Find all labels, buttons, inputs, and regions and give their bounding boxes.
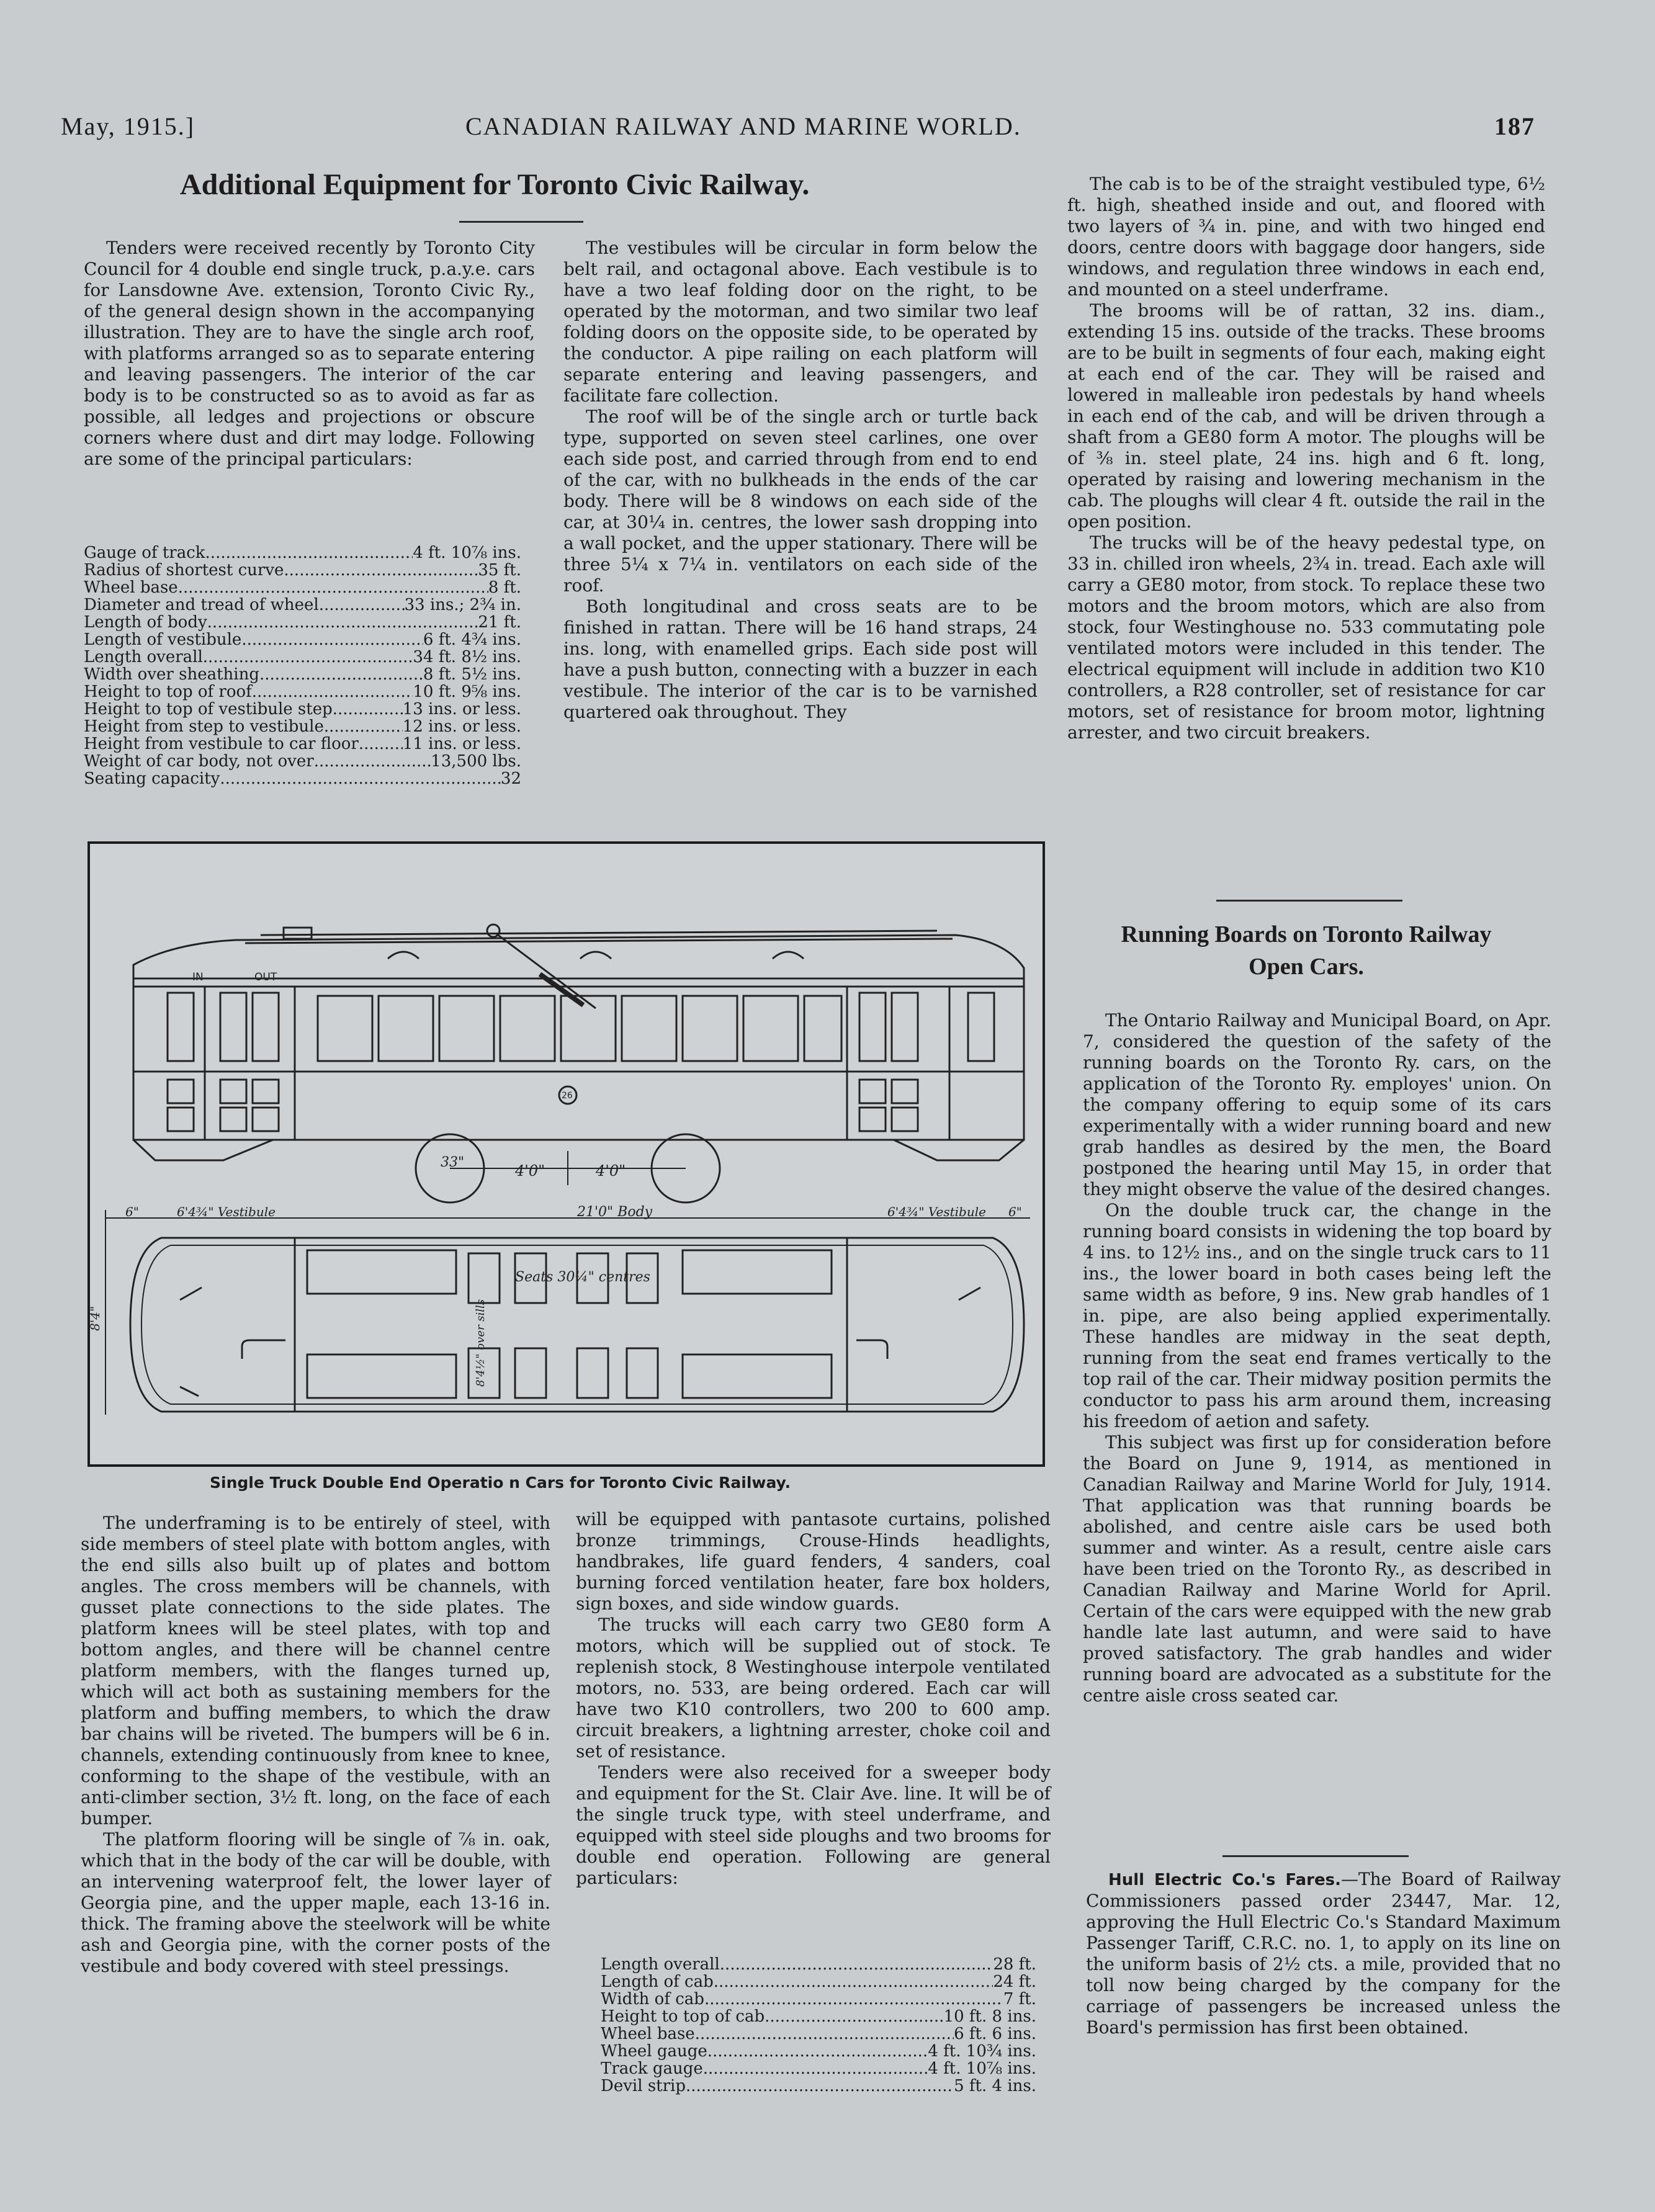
car-spec-row <box>84 683 521 701</box>
article2-paragraph3: This subject was first up for consideration before the Board on June 9, 1914, as mentioned in Canadian Railway and Marine World for July, 1914. That application was that running boards be abolished, and centre aisle cars be used both summer and winter. As a result, centre aisle cars have been tried on the Toronto Ry., as described in Canadian Railway and Marine World for April. Certain of the cars were equipped with the new grab handle late last autumn, and were said to have proved satisfactory. The grab handles and wider running board are advocated as a substitute for the centre aisle cross seated car. <box>1083 1432 1551 1706</box>
article3-body <box>1086 1869 1561 2038</box>
car-spec-row <box>84 718 521 735</box>
sweeper-spec-label: Height to top of cab <box>601 2007 765 2026</box>
car-spec-leader-dots <box>284 562 478 579</box>
car-spec-label: Length overall <box>84 648 203 666</box>
sweeper-spec-value: 7 ft. <box>1003 1990 1036 2008</box>
sweeper-spec-row <box>601 1973 1036 1990</box>
article2-title-line1: Running Boards on Toronto Railway <box>1121 921 1492 947</box>
dim-vestibule-left: 6'4¾" Vestibule <box>177 1204 276 1219</box>
sweeper-spec-value: 5 ft. 4 ins. <box>954 2077 1036 2095</box>
label-out: OUT <box>254 971 277 983</box>
trucks-paragraph: The trucks will be of the heavy pedestal type, on 33 in. chilled iron wheels, 2¾ in. tread. Each axle will carry a GE80 motor, from stock. To replace these two motors and the broom motors, which are also from stock, four Westinghouse no. 533 commutating pole ventilated motors were included in this tender. The electrical equipment will include in addition two K10 controllers, a R28 controller, set of resistance for car motors, set of resistance for broom motor, lightning arrester, and two circuit breakers. <box>1067 532 1545 743</box>
article1-bottom-column1 <box>81 1513 550 1977</box>
sweeper-spec-value: 4 ft. 10⅞ ins. <box>928 2059 1036 2078</box>
car-spec-row <box>84 701 521 718</box>
sweeper-spec-leader-dots <box>707 2043 928 2060</box>
car-spec-leader-dots <box>259 666 423 683</box>
car-spec-label: Width over sheathing <box>84 665 259 684</box>
dim-body: 21'0" Body <box>577 1204 653 1220</box>
sweeper-spec-row <box>601 2043 1036 2060</box>
cab-paragraph: The cab is to be of the straight vestibuled type, 6½ ft. high, sheathed inside and out, and floored with two layers of ¾ in. pine, and with two hinged end doors, centre doors with baggage door hangers, side windows, and regulation three windows in each end, and mounted on a steel underframe. <box>1067 174 1545 300</box>
page-number: 187 <box>1494 112 1535 140</box>
motors-paragraph: The trucks will each carry two GE80 form A motors, which will be supplied out of stock. Te replenish stock, 8 Westinghouse interpole ventilated motors, no. 533, are being ordered. Each car will have two K10 controllers, two 200 to 600 amp. circuit breakers, a lightning arrester, choke coil and set of resistance. <box>576 1614 1051 1762</box>
article2-paragraph1: The Ontario Railway and Municipal Board, on Apr. 7, considered the question of the safety of the running boards on the Toronto Ry. cars, on the application of the Toronto Ry. employes' union. On the company offering to equip some of its cars experimentally with a wider running board and new grab handles as desired by the men, the Board postponed the hearing until May 15, in order that they might observe the value of the desired changes. <box>1083 1010 1551 1199</box>
dim-end-left: 6" <box>125 1204 139 1219</box>
sweeper-spec-label: Wheel gauge <box>601 2042 707 2061</box>
title-rule <box>459 221 583 223</box>
car-spec-label: Height from step to vestibule <box>84 717 324 736</box>
car-spec-label: Gauge of track <box>84 544 205 562</box>
car-spec-row <box>84 579 521 596</box>
car-spec-value: 8 ft. <box>488 578 521 597</box>
article3-text: —The Board of Railway Commissioners passed order 23447, Mar. 12, approving the Hull Electric Co.'s Standard Maximum Passenger Tariff, C.R.C. no. 1, to apply on its line on the uniform basis of 2½ cts. a mile, provided that no toll now being charged by the company for the carriage of passengers be increased unless the Board's permission has first been obtained. <box>1086 1869 1561 2038</box>
sweeper-spec-row <box>601 2077 1036 2095</box>
article1-intro: Tenders were received recently by Toronto City Council for 4 double end single truck, p.a.y.e. cars for Lansdowne Ave. extension, Toronto Civic Ry., of the general design shown in the accompanying illustration. They are to have the single arch roof, with platforms arranged so as to separate entering and leaving passengers. The interior of the car body is to be constructed so as to avoid as far as possible, all ledges and projections or obscure corners where dust and dirt may lodge. Following are some of the principal particulars: <box>84 238 535 469</box>
car-spec-leader-dots <box>314 753 431 770</box>
car-spec-value: 13 ins. or less. <box>402 700 521 719</box>
car-spec-value: 10 ft. 9⅝ ins. <box>413 683 521 701</box>
car-spec-leader-dots <box>359 735 403 753</box>
sweeper-spec-label: Width of cab <box>601 1990 704 2008</box>
sweeper-spec-label: Length of cab <box>601 1972 714 1991</box>
car-spec-row <box>84 648 521 666</box>
car-spec-row <box>84 631 521 648</box>
car-spec-label: Radius of shortest curve <box>84 561 284 580</box>
sweeper-spec-value: 10 ft. 8 ins. <box>943 2007 1036 2026</box>
article1-column3 <box>1067 174 1545 743</box>
figure-caption: Single Truck Double End Operatio n Cars for Toronto Civic Railway. <box>210 1474 791 1492</box>
car-spec-label: Height to top of roof <box>84 683 252 701</box>
journal-title: CANADIAN RAILWAY AND MARINE WORLD. <box>465 112 1021 140</box>
car-spec-value: 13,500 lbs. <box>431 752 521 771</box>
car-spec-label: Weight of car body, not over <box>84 752 314 771</box>
issue-date: May, 1915.] <box>61 112 195 140</box>
car-spec-leader-dots <box>324 718 403 735</box>
sweeper-spec-value: 4 ft. 10¾ ins. <box>928 2042 1036 2061</box>
article2-body <box>1083 1010 1551 1706</box>
article2-title-line2: Open Cars. <box>1249 954 1364 980</box>
sweeper-spec-row <box>601 2025 1036 2043</box>
sweeper-spec-leader-dots <box>695 2025 954 2043</box>
article1-column2 <box>563 238 1038 723</box>
article3-runin: Hull Electric Co.'s Fares. <box>1108 1871 1341 1889</box>
brooms-paragraph: The brooms will be of rattan, 32 ins. diam., extending 15 ins. outside of the tracks. These brooms are to be built in segments of four each, making eight at each end of the car. They will be raised and lowered in malleable iron pedestals by hand wheels in each end of the cab, and will be driven through a shaft from a GE80 form A motor. The ploughs will be of ⅜ in. steel plate, 24 ins. high and 6 ft. long, operated by raising and lowering mechanism in the cab. The ploughs will clear 4 ft. outside the rail in the open position. <box>1067 300 1545 532</box>
car-spec-value: 8 ft. 5½ ins. <box>423 665 521 684</box>
sweeper-spec-label: Wheel base <box>601 2025 695 2043</box>
car-spec-leader-dots <box>319 596 405 614</box>
car-spec-row <box>84 562 521 579</box>
article1-bottom-column2 <box>576 1509 1051 1889</box>
section-rule-2 <box>1222 1855 1409 1857</box>
car-spec-value: 32 <box>500 769 521 788</box>
dim-end-right: 6" <box>1008 1204 1022 1219</box>
car-spec-label: Length of body <box>84 613 207 632</box>
car-spec-label: Seating capacity <box>84 769 220 788</box>
sweeper-spec-leader-dots <box>714 1973 993 1990</box>
car-spec-label: Height from vestibule to car floor <box>84 735 359 753</box>
car-spec-value: 21 ft. <box>478 613 521 632</box>
sweeper-spec-value: 6 ft. 6 ins. <box>954 2025 1036 2043</box>
car-spec-row <box>84 544 521 562</box>
car-spec-leader-dots <box>203 648 413 666</box>
car-spec-label: Length of vestibule <box>84 630 242 649</box>
seats-paragraph: Both longitudinal and cross seats are to be finished in rattan. There will be 16 hand straps, 24 ins. long, with enamelled grips. Each side post will have a push button, connecting with a buzzer in each vestibule. The interior of the car is to be varnished quartered oak throughout. They <box>563 596 1038 722</box>
car-spec-leader-dots <box>207 614 478 631</box>
dim-vestibule-right: 6'4¾" Vestibule <box>887 1204 986 1219</box>
dim-seat-centres: Seats 30¼" centres <box>515 1269 650 1285</box>
section-rule <box>1216 900 1402 902</box>
label-wheel-diameter: 33" <box>441 1155 465 1170</box>
dim-over-sills: 8'4½" over sills <box>474 1299 487 1387</box>
car-spec-leader-dots <box>178 579 488 596</box>
car-spec-row <box>84 596 521 614</box>
sweeper-specs-table <box>601 1956 1036 2095</box>
label-half-base-left: 4'0" <box>515 1162 545 1180</box>
flooring-paragraph: The platform flooring will be single of ⅞ in. oak, which that in the body of the car will be double, with an intervening waterproof felt, the lower layer of Georgia pine, and the upper maple, each 13-16 in. thick. The framing above the steelwork will be white ash and Georgia pine, with the corner posts of the vestibule and body covered with steel pressings. <box>81 1829 550 1976</box>
sweeper-spec-row <box>601 2060 1036 2077</box>
sweeper-spec-leader-dots <box>720 1956 993 1973</box>
streetcar-drawing <box>87 841 1046 1467</box>
sweeper-spec-label: Devil strip <box>601 2077 686 2095</box>
car-spec-value: 11 ins. or less. <box>402 735 521 753</box>
sweeper-spec-value: 28 ft. <box>993 1955 1036 1974</box>
car-spec-value: 12 ins. or less. <box>402 717 521 736</box>
article1-column1 <box>84 238 535 470</box>
car-spec-label: Height to top of vestibule step <box>84 700 333 719</box>
car-spec-value: 6 ft. 4¾ ins. <box>423 630 521 649</box>
sweeper-spec-value: 24 ft. <box>993 1972 1036 1991</box>
car-spec-leader-dots <box>241 631 423 648</box>
article2-paragraph2: On the double truck car, the change in the running board consists in widening the top board by 4 ins. to 12½ ins., and on the single truck cars to 11 ins., the lower board in both cases being left the same width as before, 9 ins. New grab handles of 1 in. pipe, are also being applied experimentally. These handles are midway in the seat depth, running from the seat end frames vertically to the top rail of the car. Their midway position permits the conductor to pass his arm around them, increasing his freedom of aetion and safety. <box>1083 1200 1551 1431</box>
sweeper-spec-leader-dots <box>704 1990 1003 2008</box>
car-spec-label: Wheel base <box>84 578 178 597</box>
sweeper-spec-leader-dots <box>765 2008 943 2025</box>
car-spec-row <box>84 666 521 683</box>
car-specs-table <box>84 544 521 787</box>
underframing-paragraph: The underframing is to be entirely of steel, with side members of steel plate with bottom angles, with the end sills also built up of plates and bottom angles. The cross members will be channels, with gusset plate connections to the side plates. The platform knees will be steel plates, with top and bottom angles, and there will be channel centre platform members, with the flanges turned up, which will act both as sustaining members for the platform and buffing members, to which the draw bar chains will be riveted. The bumpers will be 6 in. channels, extending continuously from knee to knee, conforming to the shape of the vestibule, with an anti-climber section, 3½ ft. long, on the face of each bumper. <box>81 1513 550 1829</box>
sweeper-spec-row <box>601 2008 1036 2025</box>
label-car-number: 26 <box>562 1091 573 1101</box>
car-spec-leader-dots <box>205 544 413 562</box>
label-in: IN <box>192 971 204 983</box>
car-spec-value: 34 ft. 8½ ins. <box>413 648 521 666</box>
car-spec-leader-dots <box>333 701 403 718</box>
article3-paragraph <box>1086 1869 1561 2038</box>
sweeper-spec-leader-dots <box>686 2077 954 2095</box>
vestibule-paragraph: The vestibules will be circular in form below the belt rail, and octagonal above. Each vestibule is to have a two leaf folding door on the right, to be operated by the motorman, and two similar two leaf folding doors on the opposite side, to be operated by the conductor. A pipe railing on each platform will separate entering and leaving passengers, and facilitate fare collection. <box>563 238 1038 406</box>
car-spec-row <box>84 735 521 753</box>
car-spec-value: 4 ft. 10⅞ ins. <box>413 544 521 562</box>
sweeper-spec-leader-dots <box>703 2060 928 2077</box>
sweeper-spec-row <box>601 1990 1036 2008</box>
label-half-base-right: 4'0" <box>596 1162 626 1180</box>
sweeper-spec-row <box>601 1956 1036 1973</box>
car-spec-row <box>84 770 521 787</box>
article2-title <box>1067 918 1545 983</box>
sweeper-paragraph: Tenders were also received for a sweeper body and equipment for the St. Clair Ave. line. It will be of the single truck type, with steel underframe, and equipped with steel side ploughs and two brooms for double end operation. Following are general particulars: <box>576 1762 1051 1888</box>
sweeper-spec-label: Length overall <box>601 1955 720 1974</box>
car-spec-leader-dots <box>252 683 413 701</box>
dim-width: 8'4" <box>87 1305 102 1331</box>
roof-paragraph: The roof will be of the single arch or turtle back type, supported on seven steel carlines, one over each side post, and carried through from end to end of the car, with no bulkheads in the ends of the car body. There will be 8 windows on each side of the car, at 30¼ in. centres, the lower sash dropping into a wall pocket, and the upper stationary. There will be three 5¼ x 7¼ in. ventilators on each side of the roof. <box>563 406 1038 596</box>
car-spec-row <box>84 753 521 770</box>
car-spec-label: Diameter and tread of wheel <box>84 596 319 614</box>
car-spec-leader-dots <box>220 770 501 787</box>
car-spec-row <box>84 614 521 631</box>
equipment-paragraph: will be equipped with pantasote curtains, polished bronze trimmings, Crouse-Hinds headlights, handbrakes, life guard fenders, 4 sanders, coal burning forced ventilation heater, fare box holders, sign boxes, and side window guards. <box>576 1509 1051 1614</box>
sweeper-spec-label: Track gauge <box>601 2059 703 2078</box>
article-title: Additional Equipment for Toronto Civic Railway. <box>180 168 810 201</box>
car-spec-value: 33 ins.; 2¾ in. <box>404 596 521 614</box>
car-spec-value: 35 ft. <box>478 561 521 580</box>
